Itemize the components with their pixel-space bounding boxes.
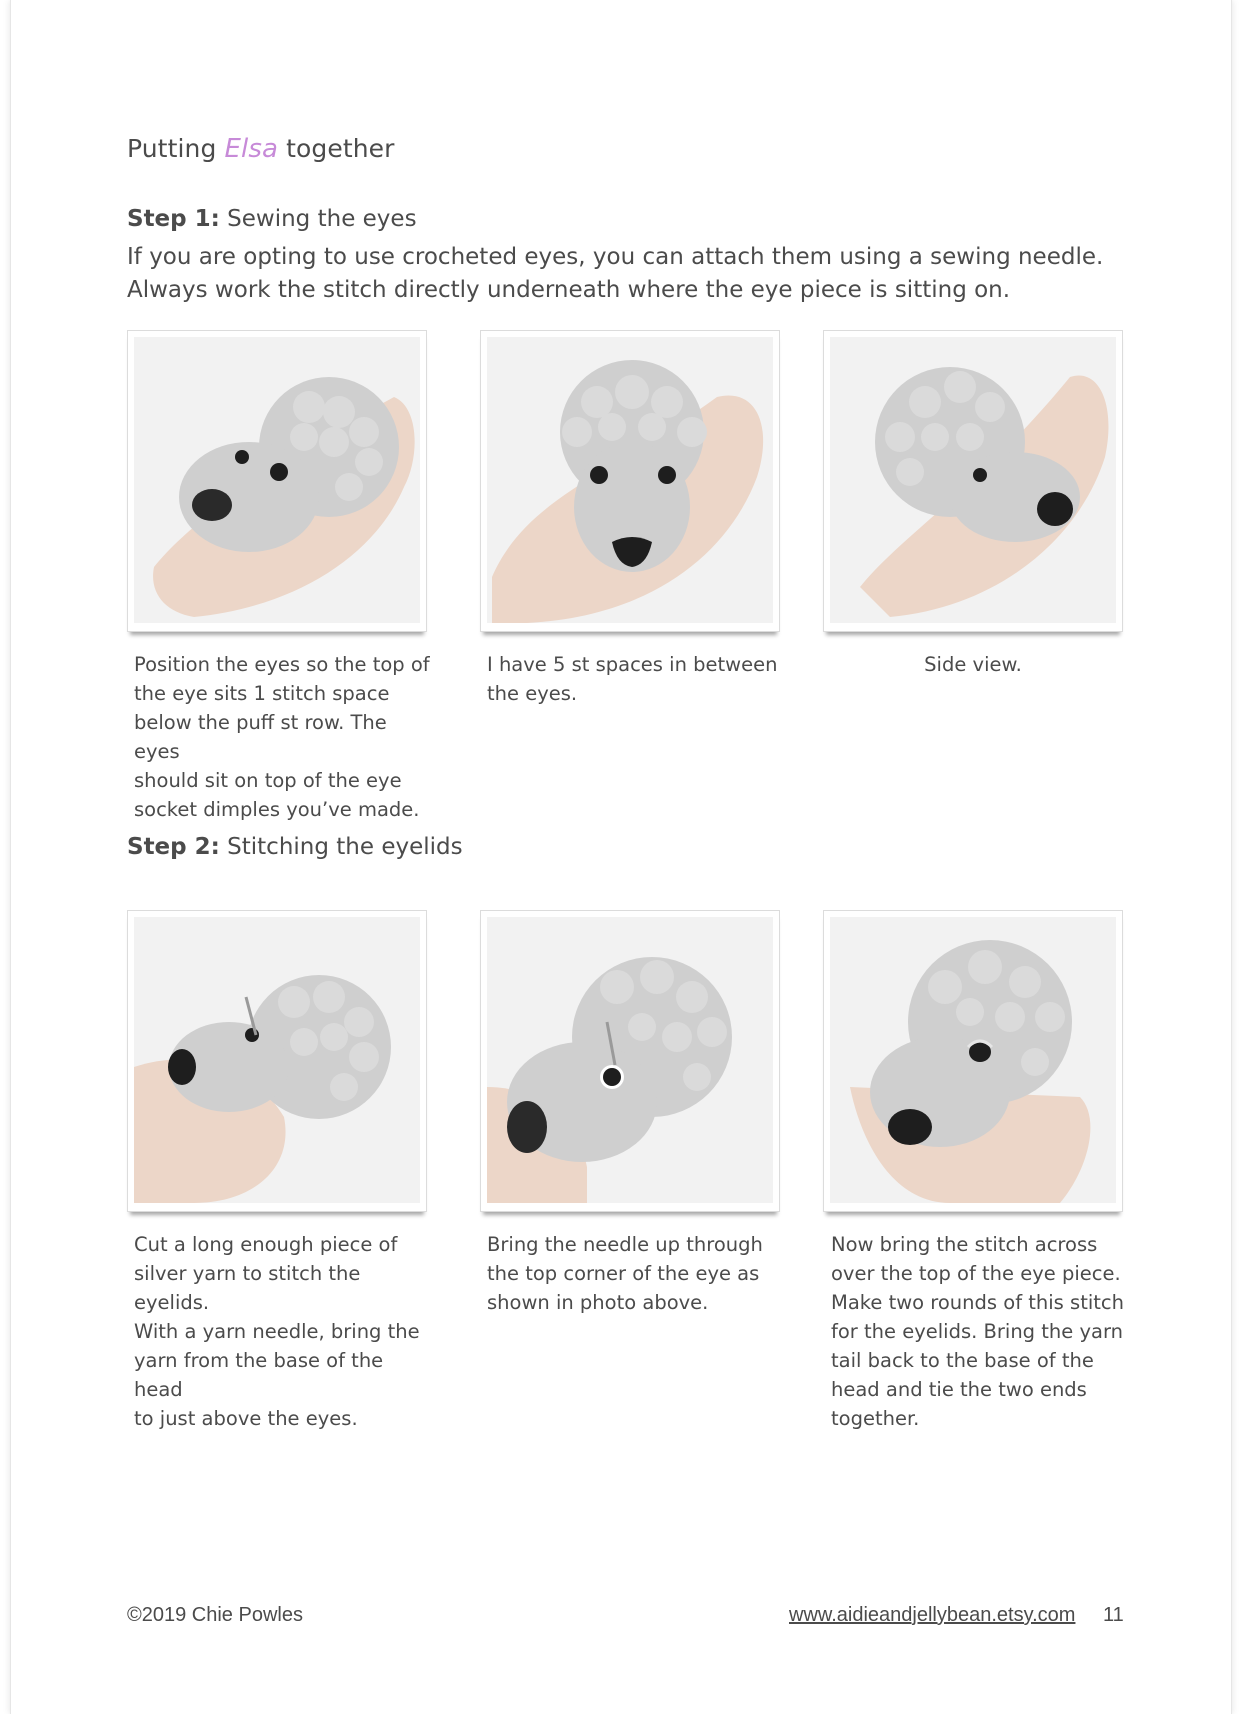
title-suffix: together — [286, 134, 395, 163]
step1-intro-line: Always work the stitch directly underneath where the eye piece is sitting on. — [127, 277, 1011, 303]
crochet-poodle-needle-photo — [134, 917, 420, 1203]
caption-line: to just above the eyes. — [134, 1407, 358, 1430]
caption-line: shown in photo above. — [487, 1291, 709, 1314]
page-number: 11 — [1103, 1604, 1124, 1626]
step2-heading — [127, 834, 463, 860]
caption-line: over the top of the eye piece. — [831, 1262, 1121, 1285]
step1-caption-2 — [487, 650, 787, 708]
caption-line: Bring the needle up through — [487, 1233, 763, 1256]
footer-copyright: ©2019 Chie Powles — [127, 1604, 303, 1626]
step2-photo-3 — [823, 910, 1123, 1212]
caption-line: Side view. — [924, 653, 1022, 676]
step1-intro — [127, 241, 1127, 307]
caption-line: silver yarn to stitch the eyelids. — [134, 1262, 361, 1314]
caption-line: Cut a long enough piece of — [134, 1233, 398, 1256]
footer-shop-link[interactable]: www.aidieandjellybean.etsy.com — [789, 1604, 1076, 1626]
caption-line: the top corner of the eye as — [487, 1262, 760, 1285]
step1-photo-2 — [480, 330, 780, 632]
step2-caption-1 — [134, 1230, 434, 1433]
caption-line: should sit on top of the eye — [134, 769, 402, 792]
step1-photo-1 — [127, 330, 427, 632]
step1-caption-3 — [823, 650, 1123, 679]
caption-line: With a yarn needle, bring the — [134, 1320, 420, 1343]
step1-label: Step 1: — [127, 206, 220, 232]
title-name: Elsa — [224, 134, 279, 164]
caption-line: the eyes. — [487, 682, 578, 705]
caption-line: the eye sits 1 stitch space — [134, 682, 390, 705]
caption-line: Make two rounds of this stitch — [831, 1291, 1124, 1314]
caption-line: tail back to the base of the — [831, 1349, 1094, 1372]
caption-line: together. — [831, 1407, 920, 1430]
step2-title: Stitching the eyelids — [227, 834, 463, 860]
caption-line: below the puff st row. The eyes — [134, 711, 387, 763]
page-title — [127, 134, 395, 164]
crochet-poodle-head-side-photo — [830, 337, 1116, 623]
step2-caption-3 — [831, 1230, 1131, 1433]
step2-caption-2 — [487, 1230, 787, 1317]
step1-caption-1 — [134, 650, 434, 824]
caption-line: for the eyelids. Bring the yarn — [831, 1320, 1123, 1343]
caption-line: socket dimples you’ve made. — [134, 798, 420, 821]
caption-line: I have 5 st spaces in between — [487, 653, 778, 676]
crochet-poodle-head-in-hand-photo — [134, 337, 420, 623]
crochet-poodle-head-front-photo — [487, 337, 773, 623]
step1-title: Sewing the eyes — [227, 206, 417, 232]
document-page — [10, 0, 1232, 1714]
title-prefix: Putting — [127, 134, 217, 163]
caption-line: Position the eyes so the top of — [134, 653, 430, 676]
caption-line: Now bring the stitch across — [831, 1233, 1098, 1256]
step1-heading — [127, 206, 417, 232]
step2-photo-2 — [480, 910, 780, 1212]
crochet-poodle-needle-eye-photo — [487, 917, 773, 1203]
step2-photo-1 — [127, 910, 427, 1212]
crochet-poodle-eyelid-finished-photo — [830, 917, 1116, 1203]
step2-label: Step 2: — [127, 834, 220, 860]
step1-photo-3 — [823, 330, 1123, 632]
step1-intro-line: If you are opting to use crocheted eyes, you can attach them using a sewing needle. — [127, 244, 1104, 270]
caption-line: yarn from the base of the head — [134, 1349, 384, 1401]
caption-line: head and tie the two ends — [831, 1378, 1087, 1401]
